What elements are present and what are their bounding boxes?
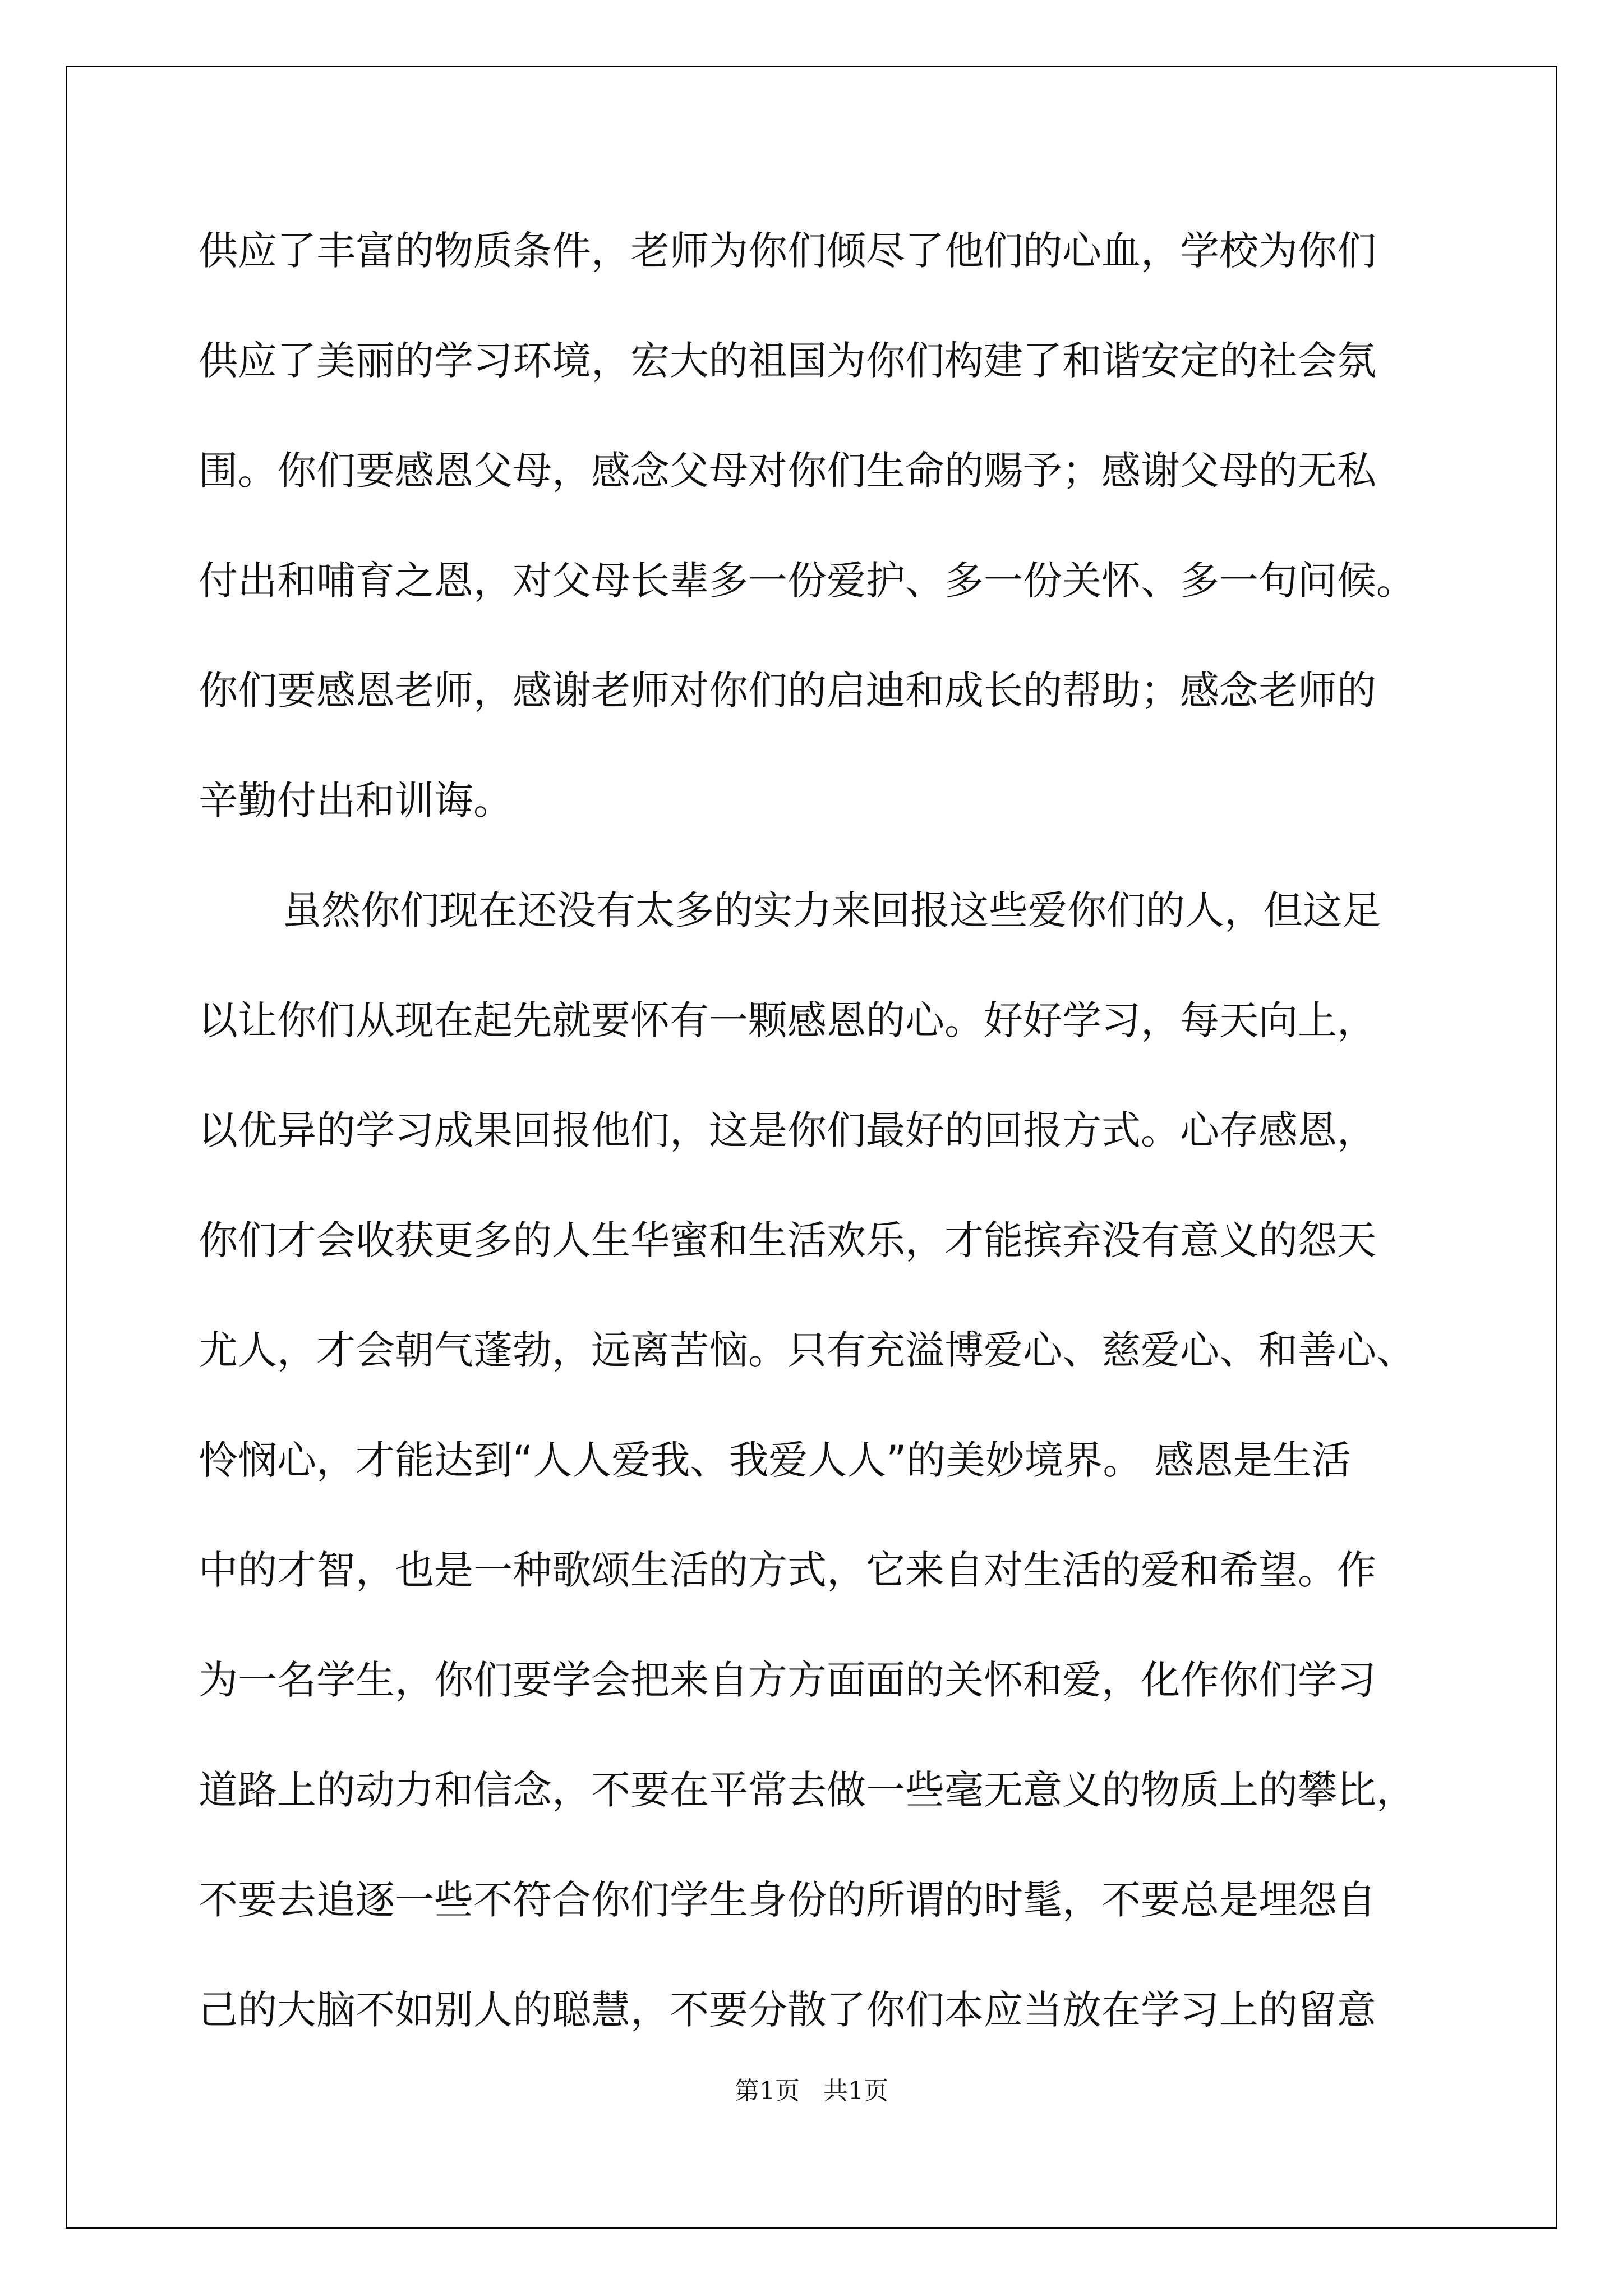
body-line: 供应了丰富的物质条件，老师为你们倾尽了他们的心血，学校为你们 [199,228,1376,274]
body-line: 道路上的动力和信念，不要在平常去做一些毫无意义的物质上的攀比， [199,1767,1415,1813]
page-number-footer: 第1页 共1页 [735,2077,888,2105]
body-line: 为一名学生，你们要学会把来自方方面面的关怀和爱，化作你们学习 [199,1657,1376,1703]
body-line: 供应了美丽的学习环境，宏大的祖国为你们构建了和谐安定的社会氛 [199,338,1376,384]
body-line: 不要去追逐一些不符合你们学生身份的所谓的时髦，不要总是埋怨自 [199,1877,1376,1923]
body-line: 己的大脑不如别人的聪慧，不要分散了你们本应当放在学习上的留意 [199,1987,1376,2033]
paragraph-first-line: 虽然你们现在还没有太多的实力来回报这些爱你们的人，但这足 [282,887,1381,933]
body-line: 尤人，才会朝气蓬勃，远离苦恼。只有充溢博爱心、慈爱心、和善心、 [199,1327,1415,1373]
body-line: 以优异的学习成果回报他们，这是你们最好的回报方式。心存感恩， [199,1107,1376,1153]
body-line: 你们才会收获更多的人生华蜜和生活欢乐，才能摈弃没有意义的怨天 [199,1217,1376,1263]
body-line: 中的才智，也是一种歌颂生活的方式，它来自对生活的爱和希望。作 [199,1547,1376,1593]
body-line: 以让你们从现在起先就要怀有一颗感恩的心。好好学习，每天向上， [199,997,1376,1043]
body-line: 怜悯心，才能达到“人人爱我、我爱人人”的美妙境界。 感恩是生活 [199,1437,1351,1483]
body-line: 辛勤付出和训诲。 [199,777,513,823]
body-line: 付出和哺育之恩，对父母长辈多一份爱护、多一份关怀、多一句问候。 [199,558,1415,604]
body-line: 围。你们要感恩父母，感念父母对你们生命的赐予；感谢父母的无私 [199,448,1376,494]
body-line: 你们要感恩老师，感谢老师对你们的启迪和成长的帮助；感念老师的 [199,668,1376,714]
